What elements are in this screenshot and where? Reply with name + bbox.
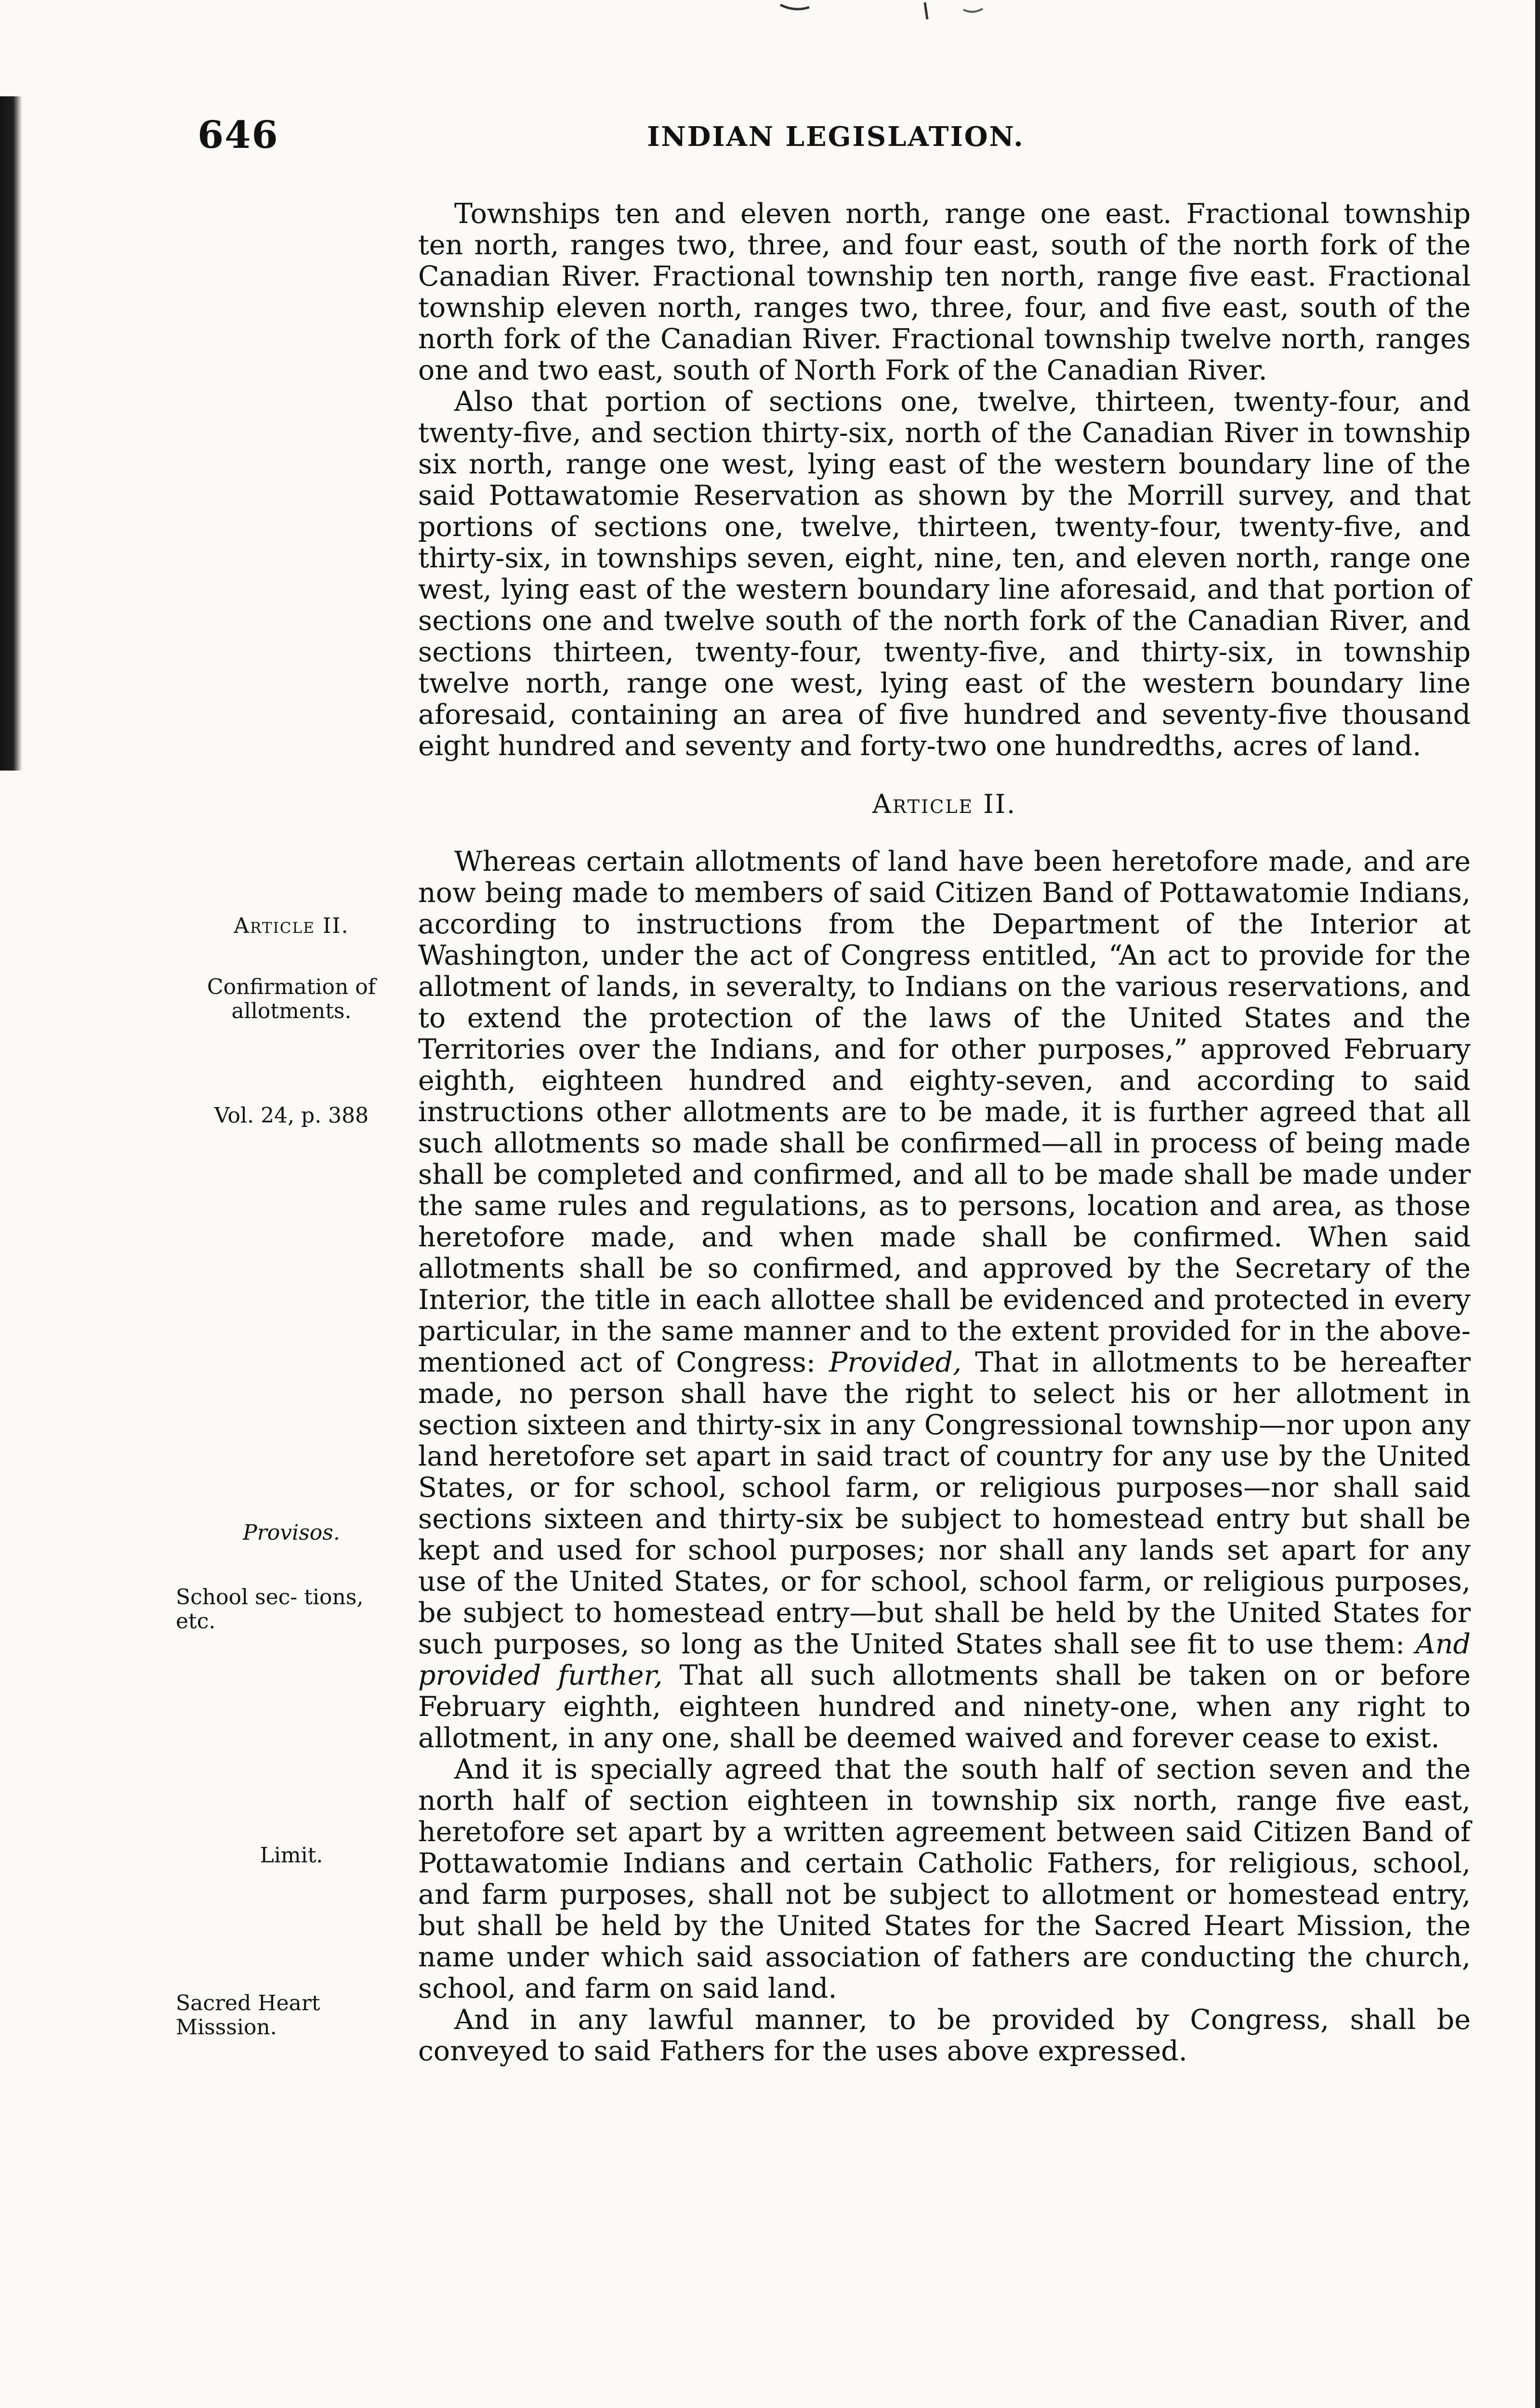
provided-further-term: And provided further, [418, 1628, 1471, 1691]
page-number: 646 [197, 113, 279, 157]
margin-note-limit: Limit. [260, 1843, 323, 1868]
running-title: INDIAN LEGISLATION. [647, 121, 1025, 153]
paragraph-allotments [418, 846, 1471, 1754]
article-heading: Article II. [872, 789, 1017, 819]
body-text [418, 198, 1471, 2067]
margin-note-sacred-heart: Sacred Heart Misssion. [176, 1991, 320, 2040]
page-header [197, 113, 1474, 166]
paragraph-sections: Also that portion of sections one, twelve, thirteen, twenty-four, and twenty-five, and section thirty-six, north of the Canadian River in township six north, range one west, lying east of the western boundary line of the said Pottawatomie Reservation as shown by the Morrill survey, and that portions of sections one, twelve, thirteen, twenty-four, twenty-five, and thirty-six, in townships seven, eight, nine, ten, and eleven north, range one west, lying east of the western boundary line aforesaid, and that portion of sections one and twelve south of the north fork of the Canadian River, and sections thirteen, twenty-four, twenty-five, and thirty-six, in township twelve north, range one west, lying east of the western boundary line aforesaid, containing an area of five hundred and seventy-five thousand eight hundred and seventy and forty-two one hundredths, acres of land. [418, 386, 1471, 762]
margin-note-vol-ref: Vol. 24, p. 388 [214, 1103, 369, 1128]
paragraph-conveyance: And in any lawful manner, to be provided by Congress, shall be conveyed to said Fathers for the uses above expressed. [418, 2004, 1471, 2067]
margin-note-school-sections: School sec- tions, etc. [176, 1585, 364, 1634]
allotments-text-c: That all such allotments shall be taken on or before February eighth, eighteen hundred and ninety-one, when any right to allotment, in any one, shall be deemed waived and forever cease to exist. [418, 1660, 1471, 1754]
margin-note-article: Article II. [234, 914, 349, 938]
scan-shadow-right [1535, 0, 1540, 2408]
allotments-text-a: Whereas certain allotments of land have been heretofore made, and are now being made to members of said Citizen Band of Pottawatomie Indians, according to instructions from the Department of the Interior at Washington, under the act of Congress entitled, “An act to provide for the allotment of lands, in severalty, to Indians on the various reservations, and to extend the protection of the laws of the United States and the Territories over the Indians, and for other purposes,” approved February eighth, eighteen hundred and eighty-seven, and according to said instructions other allotments are to be made, it is further agreed that all such allotments so made shall be confirmed—all in process of being made shall be completed and confirmed, and all to be made shall be made under the same rules and regulations, as to persons, location and area, as those heretofore made, and when made shall be confirmed. When said allotments shall be so confirmed, and approved by the Secretary of the Interior, the title in each allottee shall be evidenced and protected in every particular, in the same manner and to the extent provided for in the above-mentioned act of Congress: [418, 846, 1471, 1378]
paragraph-townships: Townships ten and eleven north, range one east. Fractional township ten north, ranges two, three, and four east, south of the north fork of the Canadian River. Fractional township ten north, range five east. Fractional township eleven north, ranges two, three, four, and five east, south of the north fork of the Canadian River. Fractional township twelve north, ranges one and two east, south of North Fork of the Canadian River. [418, 198, 1471, 386]
allotments-text-b: That in allotments to be hereafter made, no person shall have the right to select his or her allotment in section sixteen and thirty-six in any Congressional township—nor upon any land heretofore set apart in said tract of country for any use by the United States, or for school, school farm, or religious purposes—nor shall said sections sixteen and thirty-six be subject to homestead entry but shall be kept and used for school purposes; nor shall any lands set apart for any use of the United States, or for school, school farm, or religious purposes, be subject to homestead entry—but shall be held by the United States for such purposes, so long as the United States shall see fit to use them: [418, 1347, 1471, 1660]
provided-term: Provided, [829, 1347, 962, 1378]
scan-shadow-left [0, 96, 22, 771]
paragraph-sacred-heart: And it is specially agreed that the south half of section seven and the north half of section eighteen in township six north, range five east, heretofore set apart by a written agreement between said Citizen Band of Pottawatomie Indians and certain Catholic Fathers, for religious, school, and farm purposes, shall not be subject to allotment or homestead entry, but shall be held by the United States for the Sacred Heart Mission, the name under which said association of fathers are conducting the church, school, and farm on said land. [418, 1754, 1471, 2004]
scan-artifact-marks [674, 0, 1156, 29]
margin-note-provisos: Provisos. [243, 1520, 340, 1545]
margin-note-confirmation: Confirmation of allotments. [207, 975, 376, 1023]
